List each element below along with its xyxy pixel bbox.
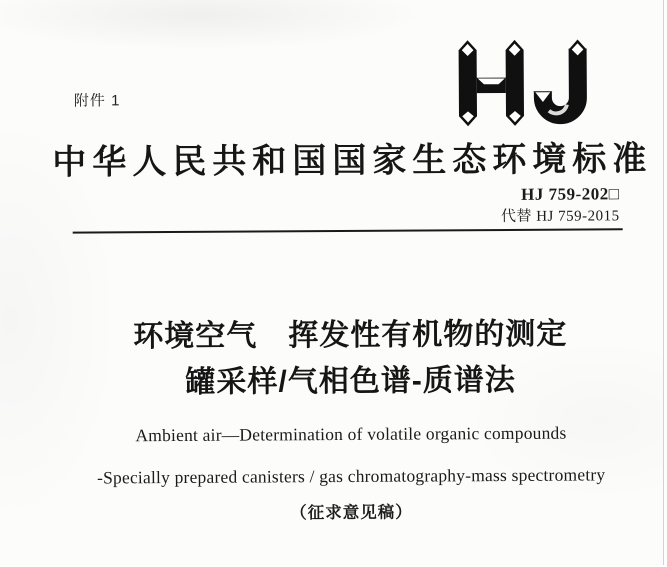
standard-heading: 中华人民共和国国家生态环境标准 (52, 141, 653, 182)
title-en-line2: -Specially prepared canisters / gas chromatography-mass spectrometry (96, 464, 606, 488)
header-rule (73, 228, 623, 233)
title-zh-line2: 罐采样/气相色谱-质谱法 (185, 363, 516, 399)
attachment-label: 附件 1 (73, 92, 121, 110)
hj-standard-logo (451, 36, 597, 129)
hj-logo-icon (451, 36, 597, 129)
standard-number: HJ 759-202□ (521, 184, 620, 204)
replaces-label: 代替 HJ 759-2015 (500, 208, 620, 226)
standard-number-block (501, 183, 620, 228)
page-edge-line (663, 0, 664, 565)
draft-note: （征求意见稿） (290, 503, 413, 523)
title-zh-line1: 环境空气 挥发性有机物的测定 (133, 317, 568, 354)
title-en-line1: Ambient air—Determination of volatile organic compounds (135, 422, 567, 446)
